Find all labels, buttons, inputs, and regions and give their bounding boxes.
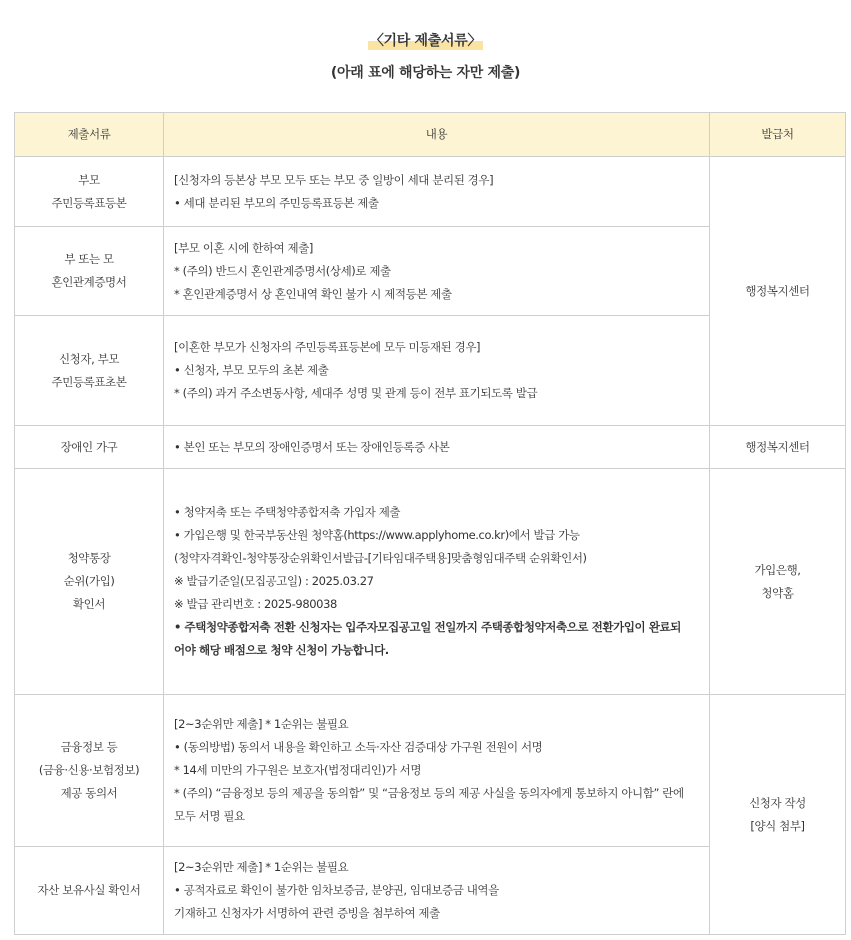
doc-line: 청약통장 — [67, 551, 111, 565]
content-line: [부모 이혼 시에 한하여 제출] — [174, 240, 313, 255]
content-cell — [164, 847, 710, 935]
doc-line: 순위(가입) — [63, 574, 115, 588]
content-line: * 혼인관계증명서 상 혼인내역 확인 불가 시 제적등본 제출 — [174, 286, 452, 301]
issuer-cell — [710, 426, 846, 469]
content-line: ※ 발급 관리번호 : 2025-980038 — [174, 597, 337, 611]
content-line: • (동의방법) 동의서 내용을 확인하고 소득·자산 검증대상 가구원 전원이 서명 — [174, 740, 543, 754]
doc-line: 장애인 가구 — [60, 439, 118, 454]
content-line: • 공적자료로 확인이 불가한 임차보증금, 분양권, 임대보증금 내역을 — [174, 883, 499, 897]
table-row — [15, 157, 846, 227]
content-cell — [164, 157, 710, 227]
doc-line: 주민등록표등본 — [51, 195, 127, 210]
doc-line: 금융정보 등 — [60, 740, 118, 754]
content-line: [2~3순위만 제출] * 1순위는 불필요 — [174, 717, 349, 731]
header-content: 내용 — [164, 113, 710, 157]
issuer-line: 신청자 작성 — [749, 795, 806, 810]
header-issuer: 발급처 — [710, 113, 846, 157]
content-line: * 14세 미만의 가구원은 보호자(법정대리인)가 서명 — [174, 763, 422, 777]
content-cell — [164, 316, 710, 426]
content-line: 모두 서명 필요 — [174, 809, 245, 823]
doc-line: 제공 동의서 — [60, 786, 118, 800]
issuer-line: 가입은행, — [754, 562, 801, 577]
doc-line: 혼인관계증명서 — [51, 275, 127, 289]
doc-cell — [15, 227, 164, 316]
content-line: • 주택청약종합저축 전환 신청자는 입주자모집공고일 전일까지 주택종합청약저축으로 전환가입이 완료되 — [174, 620, 681, 634]
doc-line: 확인서 — [72, 597, 106, 611]
content-cell — [164, 227, 710, 316]
table-row — [15, 426, 846, 469]
content-cell — [164, 695, 710, 847]
doc-line: 신청자, 부모 — [58, 351, 120, 366]
content-line: • 청약저축 또는 주택청약종합저축 가입자 제출 — [174, 505, 401, 519]
content-cell — [164, 426, 710, 469]
table-header-row — [15, 113, 846, 157]
issuer-line: 행정복지센터 — [745, 439, 810, 454]
content-line: [2~3순위만 제출] * 1순위는 불필요 — [174, 860, 349, 874]
table-row — [15, 469, 846, 695]
doc-line: 부모 — [78, 172, 100, 187]
section-subtitle: (아래 표에 해당하는 자만 제출) — [330, 65, 521, 81]
content-line: • 신청자, 부모 모두의 초본 제출 — [174, 363, 329, 377]
doc-line: 자산 보유사실 확인서 — [37, 883, 141, 897]
content-line: 어야 해당 배점으로 청약 신청이 가능합니다. — [174, 643, 389, 657]
content-line: * (주의) “금융정보 등의 제공을 동의함” 및 “금융정보 등의 제공 사실을 동의자에게 통보하지 아니함” 란에 — [174, 786, 684, 800]
documents-table — [14, 112, 846, 935]
issuer-line: 청약홈 — [761, 585, 794, 600]
content-line: • 세대 분리된 부모의 주민등록표등본 제출 — [174, 195, 379, 210]
doc-line: 부 또는 모 — [64, 252, 114, 266]
doc-cell — [15, 316, 164, 426]
doc-line: 주민등록표초본 — [51, 374, 127, 389]
content-line: ※ 발급기준일(모집공고일) : 2025.03.27 — [174, 574, 374, 588]
doc-cell — [15, 847, 164, 935]
issuer-cell — [710, 157, 846, 426]
content-line: [이혼한 부모가 신청자의 주민등록표등본에 모두 미등재된 경우] — [174, 340, 481, 354]
content-line: [신청자의 등본상 부모 모두 또는 부모 중 일방이 세대 분리된 경우] — [174, 172, 494, 187]
doc-cell — [15, 695, 164, 847]
issuer-cell — [710, 695, 846, 935]
issuer-cell — [710, 469, 846, 695]
content-cell — [164, 469, 710, 695]
doc-line: (금융·신용·보험정보) — [38, 763, 140, 777]
doc-cell — [15, 157, 164, 227]
issuer-line: 행정복지센터 — [745, 283, 810, 298]
doc-cell — [15, 469, 164, 695]
issuer-line: [양식 첨부] — [750, 818, 805, 833]
doc-cell — [15, 426, 164, 469]
content-line: • 가입은행 및 한국부동산원 청약홈(https://www.applyhome.co.kr)에서 발급 가능 — [174, 528, 580, 542]
heading — [0, 0, 851, 82]
content-line: • 본인 또는 부모의 장애인증명서 또는 장애인등록증 사본 — [174, 439, 450, 454]
header-doc: 제출서류 — [15, 113, 164, 157]
content-line: 기재하고 신청자가 서명하여 관련 증빙을 첨부하여 제출 — [174, 906, 440, 920]
content-line: (청약자격확인-청약통장순위확인서발급-[기타임대주택용]맞춤형임대주택 순위확인서) — [174, 551, 587, 565]
content-line: * (주의) 과거 주소변동사항, 세대주 성명 및 관계 등이 전부 표기되도록 발급 — [174, 386, 538, 400]
section-title: 〈기타 제출서류〉 — [368, 30, 483, 50]
table-row — [15, 695, 846, 847]
content-line: * (주의) 반드시 혼인관계증명서(상세)로 제출 — [174, 263, 391, 278]
